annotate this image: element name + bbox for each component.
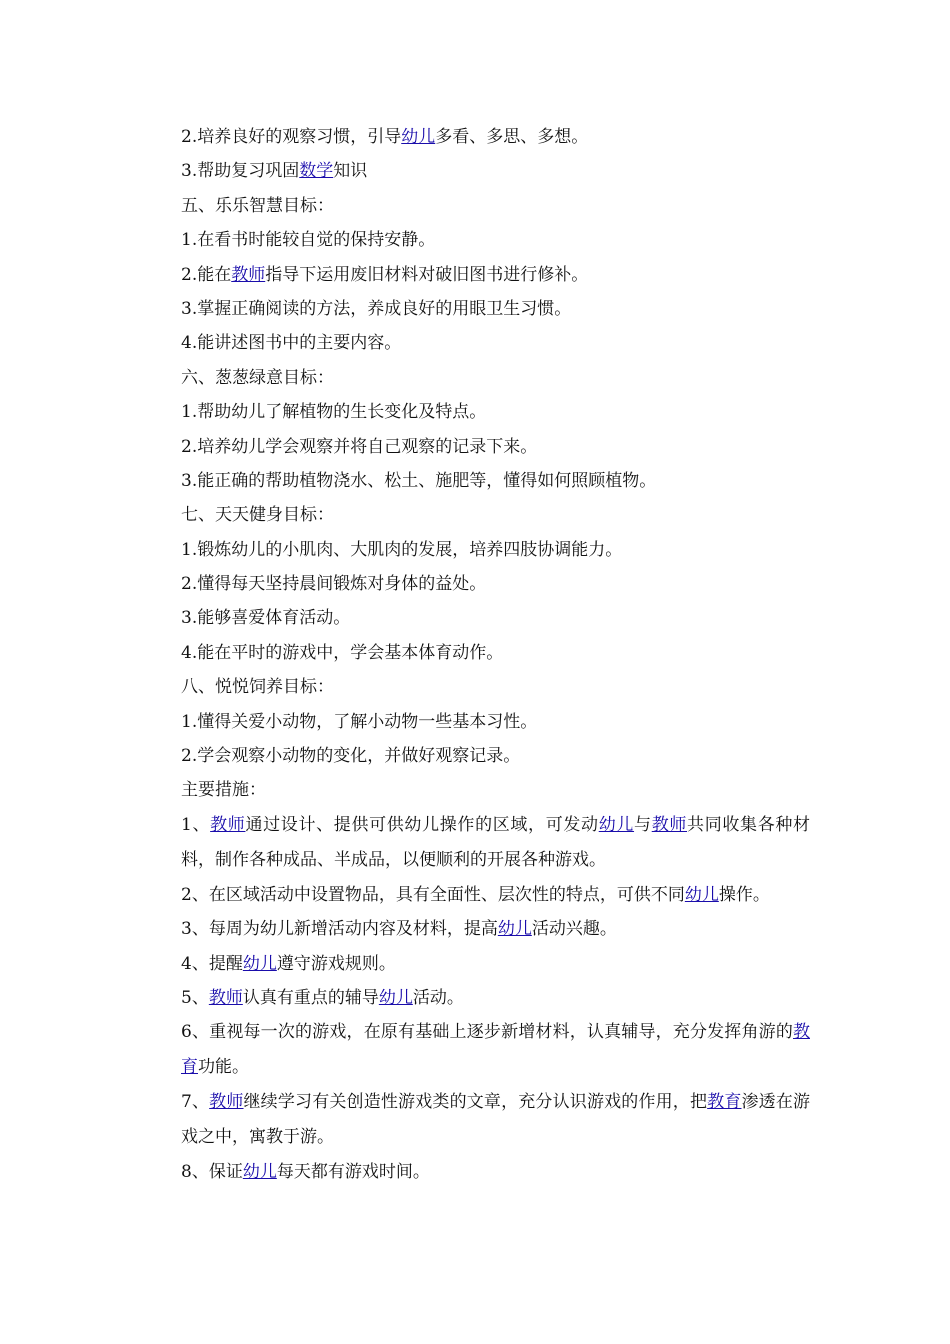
text-run: 2、在区域活动中设置物品，具有全面性、层次性的特点，可供不同 bbox=[181, 884, 685, 905]
text-run: 活动。 bbox=[412, 987, 464, 1008]
inline-link[interactable]: 教师 bbox=[231, 264, 266, 285]
text-run: 八、悦悦饲养目标： bbox=[181, 677, 334, 698]
text-run: 共同收集各种材料，制作各种成品、半成品，以便顺利的开展各种游戏。 bbox=[181, 814, 811, 870]
text-run: 3、每周为幼儿新增活动内容及材料，提高 bbox=[181, 919, 498, 940]
text-run: 操作。 bbox=[718, 884, 770, 905]
text-run: 6、重视每一次的游戏，在原有基础上逐步新增材料，认真辅导，充分发挥角游的 bbox=[181, 1022, 793, 1043]
text-run: 功能。 bbox=[198, 1057, 249, 1078]
text-run: 渗透在游戏之中，寓教于游。 bbox=[181, 1092, 811, 1148]
paragraph bbox=[145, 1085, 810, 1155]
paragraph bbox=[145, 739, 810, 773]
paragraph bbox=[145, 981, 810, 1015]
document-page bbox=[145, 120, 810, 1190]
paragraph bbox=[145, 705, 810, 739]
text-run: 3.掌握正确阅读的方法，养成良好的用眼卫生习惯。 bbox=[181, 298, 572, 319]
inline-link[interactable]: 幼儿 bbox=[497, 919, 532, 940]
paragraph bbox=[145, 1015, 810, 1085]
paragraph bbox=[145, 189, 810, 223]
inline-link[interactable]: 教育 bbox=[707, 1092, 742, 1113]
paragraph bbox=[145, 670, 810, 704]
paragraph bbox=[145, 292, 810, 326]
paragraph bbox=[145, 258, 810, 292]
text-run: 与 bbox=[634, 814, 652, 835]
text-run: 2.学会观察小动物的变化，并做好观察记录。 bbox=[181, 746, 521, 767]
paragraph bbox=[145, 878, 810, 912]
text-run: 遵守游戏规则。 bbox=[276, 953, 396, 974]
inline-link[interactable]: 幼儿 bbox=[598, 814, 635, 835]
paragraph bbox=[145, 326, 810, 360]
inline-link[interactable]: 幼儿 bbox=[684, 884, 719, 905]
text-run: 3.帮助复习巩固 bbox=[181, 161, 300, 182]
inline-link[interactable]: 教师 bbox=[210, 814, 246, 835]
inline-link[interactable]: 幼儿 bbox=[401, 127, 436, 147]
text-run: 1、 bbox=[181, 814, 211, 835]
text-run: 知识 bbox=[333, 161, 368, 182]
paragraph bbox=[145, 808, 810, 878]
text-run: 六、葱葱绿意目标： bbox=[181, 367, 334, 388]
text-run: 活动兴趣。 bbox=[531, 919, 617, 940]
paragraph bbox=[145, 498, 810, 532]
text-run: 指导下运用废旧材料对破旧图书进行修补。 bbox=[265, 264, 589, 285]
paragraph bbox=[145, 395, 810, 429]
paragraph bbox=[145, 120, 810, 154]
text-run: 3.能够喜爱体育活动。 bbox=[181, 608, 351, 629]
text-run: 3.能正确的帮助植物浇水、松土、施肥等，懂得如何照顾植物。 bbox=[181, 470, 657, 491]
text-run: 4、提醒 bbox=[181, 953, 243, 974]
inline-link[interactable]: 数学 bbox=[299, 161, 334, 182]
paragraph bbox=[145, 773, 810, 807]
text-run: 1.帮助幼儿了解植物的生长变化及特点。 bbox=[181, 402, 487, 423]
text-run: 8、保证 bbox=[181, 1162, 243, 1183]
paragraph bbox=[145, 947, 810, 981]
inline-link[interactable]: 幼儿 bbox=[242, 953, 277, 974]
paragraph bbox=[145, 533, 810, 567]
text-run: 2.培养幼儿学会观察并将自己观察的记录下来。 bbox=[181, 436, 538, 457]
paragraph bbox=[145, 912, 810, 946]
inline-link[interactable]: 幼儿 bbox=[242, 1162, 277, 1183]
paragraph bbox=[145, 567, 810, 601]
text-run: 7、 bbox=[181, 1092, 210, 1113]
inline-link[interactable]: 教师 bbox=[208, 987, 243, 1008]
text-run: 2.培养良好的观察习惯，引导 bbox=[181, 127, 402, 147]
text-run: 主要措施： bbox=[181, 780, 266, 801]
text-run: 认真有重点的辅导 bbox=[242, 987, 379, 1008]
text-run: 通过设计、提供可供幼儿操作的区域，可发动 bbox=[245, 814, 599, 835]
paragraph bbox=[145, 223, 810, 257]
paragraph bbox=[145, 430, 810, 464]
inline-link[interactable]: 教师 bbox=[209, 1092, 244, 1113]
text-run: 多看、多思、多想。 bbox=[435, 127, 589, 147]
text-run: 4.能讲述图书中的主要内容。 bbox=[181, 333, 402, 354]
text-run: 七、天天健身目标： bbox=[181, 505, 334, 526]
paragraph bbox=[145, 154, 810, 188]
text-run: 5、 bbox=[181, 987, 209, 1008]
paragraph bbox=[145, 464, 810, 498]
inline-link[interactable]: 教育 bbox=[181, 1022, 810, 1078]
paragraph bbox=[145, 1155, 810, 1189]
text-run: 1.锻炼幼儿的小肌肉、大肌肉的发展，培养四肢协调能力。 bbox=[181, 539, 623, 560]
paragraph bbox=[145, 636, 810, 670]
paragraph bbox=[145, 601, 810, 635]
text-run: 1.懂得关爱小动物，了解小动物一些基本习性。 bbox=[181, 711, 538, 732]
text-run: 2.懂得每天坚持晨间锻炼对身体的益处。 bbox=[181, 574, 487, 595]
text-run: 2.能在 bbox=[181, 264, 232, 285]
text-run: 1.在看书时能较自觉的保持安静。 bbox=[181, 230, 436, 251]
paragraph bbox=[145, 361, 810, 395]
text-run: 4.能在平时的游戏中，学会基本体育动作。 bbox=[181, 642, 504, 663]
inline-link[interactable]: 幼儿 bbox=[378, 987, 413, 1008]
inline-link[interactable]: 教师 bbox=[651, 814, 688, 835]
text-run: 每天都有游戏时间。 bbox=[276, 1162, 430, 1183]
text-run: 五、乐乐智慧目标： bbox=[181, 195, 334, 216]
text-run: 继续学习有关创造性游戏类的文章，充分认识游戏的作用，把 bbox=[243, 1092, 708, 1113]
